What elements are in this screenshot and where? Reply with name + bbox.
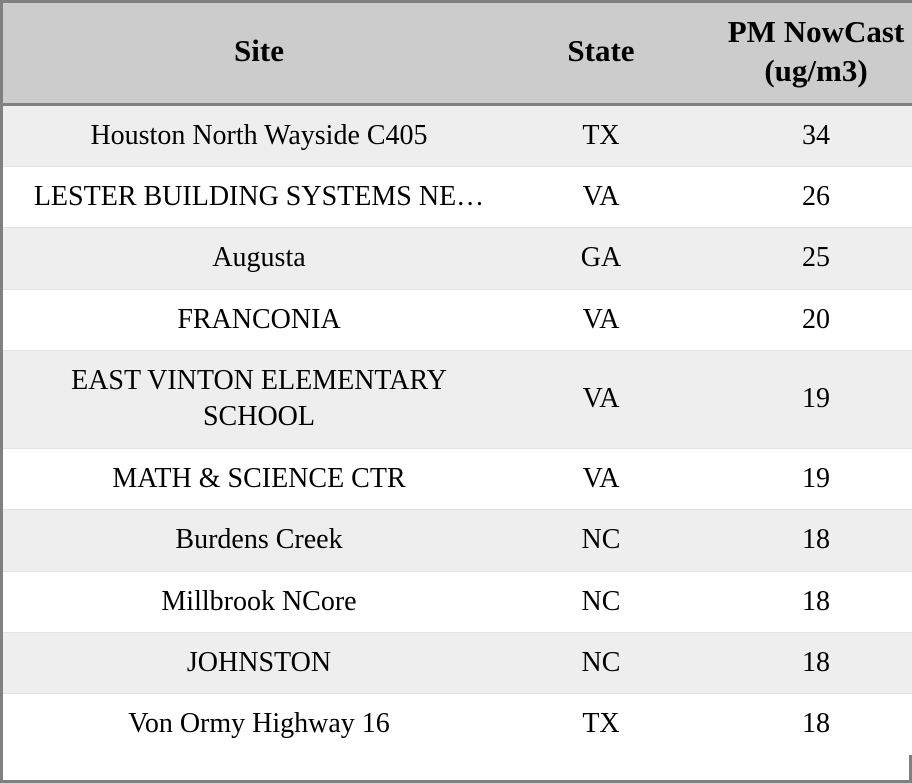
table-row	[3, 104, 912, 166]
table-row	[3, 166, 912, 227]
cell-state: VA	[515, 351, 687, 449]
table-body	[3, 104, 912, 755]
cell-site: Burdens Creek	[3, 510, 515, 571]
column-header-state: State	[515, 3, 687, 104]
table-row	[3, 289, 912, 350]
cell-state: TX	[515, 694, 687, 755]
cell-site: LESTER BUILDING SYSTEMS NE…	[3, 166, 515, 227]
column-header-pm-nowcast: PM NowCast (ug/m3)	[687, 3, 912, 104]
cell-pm-nowcast: 19	[687, 351, 912, 449]
cell-site: EAST VINTON ELEMENTARY SCHOOL	[3, 351, 515, 449]
cell-site: JOHNSTON	[3, 633, 515, 694]
pm-nowcast-table	[3, 3, 912, 755]
table-row	[3, 571, 912, 632]
cell-site: Von Ormy Highway 16	[3, 694, 515, 755]
cell-pm-nowcast: 20	[687, 289, 912, 350]
cell-pm-nowcast: 18	[687, 510, 912, 571]
table-row	[3, 228, 912, 289]
cell-site: Millbrook NCore	[3, 571, 515, 632]
cell-state: NC	[515, 633, 687, 694]
cell-site: MATH & SCIENCE CTR	[3, 448, 515, 509]
column-header-site: Site	[3, 3, 515, 104]
cell-state: VA	[515, 166, 687, 227]
cell-state: NC	[515, 510, 687, 571]
cell-state: TX	[515, 104, 687, 166]
cell-pm-nowcast: 25	[687, 228, 912, 289]
table-row	[3, 510, 912, 571]
cell-state: VA	[515, 289, 687, 350]
cell-pm-nowcast: 18	[687, 633, 912, 694]
cell-site: Augusta	[3, 228, 515, 289]
cell-state: GA	[515, 228, 687, 289]
table-header-row	[3, 3, 912, 104]
cell-pm-nowcast: 26	[687, 166, 912, 227]
cell-pm-nowcast: 18	[687, 571, 912, 632]
cell-state: VA	[515, 448, 687, 509]
cell-site: Houston North Wayside C405	[3, 104, 515, 166]
table-row	[3, 633, 912, 694]
cell-pm-nowcast: 18	[687, 694, 912, 755]
table-row	[3, 351, 912, 449]
table-row	[3, 448, 912, 509]
table-row	[3, 694, 912, 755]
cell-site: FRANCONIA	[3, 289, 515, 350]
cell-pm-nowcast: 19	[687, 448, 912, 509]
cell-pm-nowcast: 34	[687, 104, 912, 166]
cell-state: NC	[515, 571, 687, 632]
table-header	[3, 3, 912, 104]
